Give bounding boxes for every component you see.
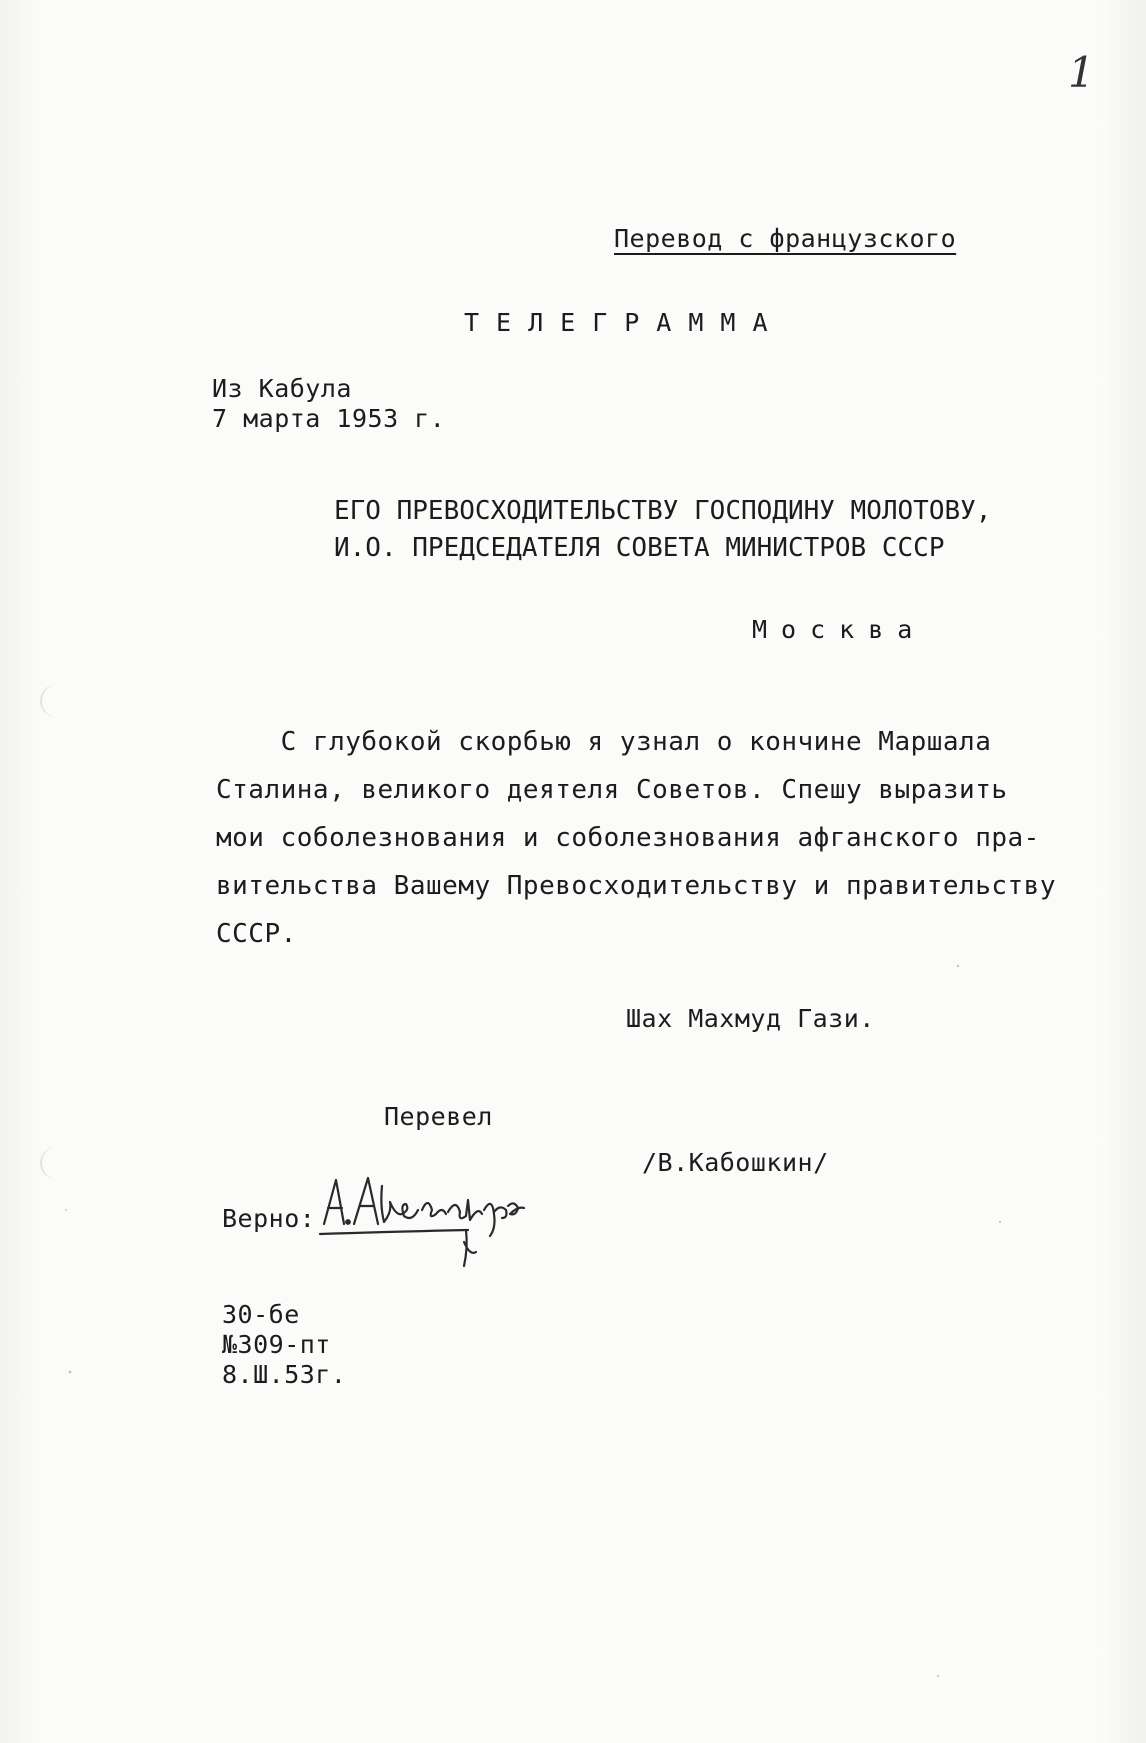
translator-name: /В.Кабошкин/ [642, 1148, 829, 1177]
origin-date: Из Кабула 7 марта 1953 г. [212, 374, 446, 433]
destination-city: Москва [752, 615, 927, 644]
reference-number: 30-бе №309-пт 8.Ш.53г. [222, 1300, 347, 1389]
addressee-line-1: ЕГО ПРЕВОСХОДИТЕЛЬСТВУ ГОСПОДИНУ МОЛОТОВУ, [334, 496, 992, 526]
telegram-body: С глубокой скорбью я узнал о кончине Маршала Сталина, великого деятеля Советов. Спешу выразить мои соболезнования и соболезнования афганского пра- вительства Вашему Превосходительству и правительству СССР. [216, 727, 1056, 949]
certified-label: Верно: [222, 1204, 316, 1233]
document-title: ТЕЛЕГРАММА [464, 308, 785, 337]
sender-signature: Шах Махмуд Гази. [626, 1004, 875, 1033]
translated-by-label: Перевел [384, 1102, 493, 1131]
page-number: 1 [1068, 48, 1095, 97]
translation-header: Перевод с французского [614, 224, 957, 253]
addressee-line-2: И.О. ПРЕДСЕДАТЕЛЯ СОВЕТА МИНИСТРОВ СССР [334, 533, 945, 563]
